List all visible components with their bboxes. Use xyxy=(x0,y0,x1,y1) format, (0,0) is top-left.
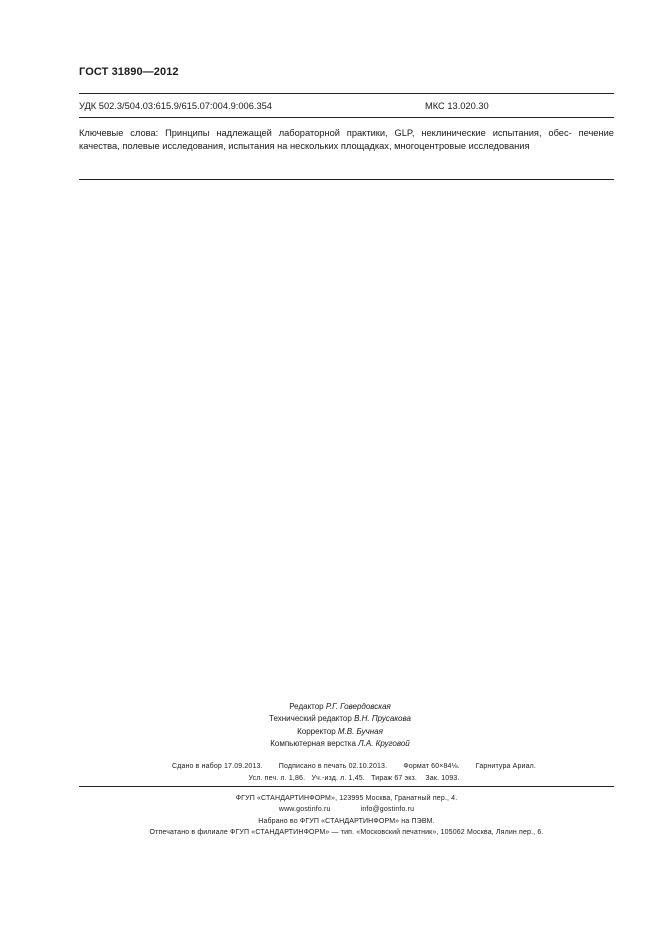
print-info-line-2 xyxy=(79,773,629,785)
submitted-date: Сдано в набор 17.09.2013. xyxy=(172,763,263,770)
paper-format: Формат 60×84⅛. xyxy=(403,763,460,770)
printed-note: Отпечатано в филиале ФГУП «СТАНДАРТИНФОРМ» — тип. «Московский печатник», 105062 Москва, Лялин пер., 6. xyxy=(149,829,544,837)
credit-name: В.Н. Прусакова xyxy=(354,714,411,724)
print-sheets: Усл. печ. л. 1,86. xyxy=(248,774,306,782)
publisher-contacts xyxy=(79,804,614,815)
signed-date: Подписано в печать 02.10.2013. xyxy=(278,763,388,770)
typeset-note: Набрано во ФГУП «СТАНДАРТИНФОРМ» на ПЭВМ. xyxy=(258,817,435,825)
credit-proofreader xyxy=(190,726,490,738)
keywords-line: печение качества, полевые исследования, испытания на нескольких площадках, многоцентровые xyxy=(79,128,614,152)
keywords-paragraph xyxy=(79,127,614,154)
keywords-line: исследования xyxy=(468,141,530,152)
credits-block xyxy=(190,701,490,751)
print-info-line-1 xyxy=(79,761,629,773)
credit-role: Компьютерная верстка xyxy=(270,739,356,749)
mks-code: МКС 13.020.30 xyxy=(425,101,489,111)
divider-imprint xyxy=(79,786,614,787)
publisher-email: info@gostinfo.ru xyxy=(360,806,415,814)
print-info-block xyxy=(79,761,629,784)
credit-name: М.В. Бучная xyxy=(337,726,383,736)
circulation: Тираж 67 экз. xyxy=(371,774,418,782)
typeface: Гарнитура Ариал. xyxy=(475,763,536,770)
credit-name: Р.Г. Говердовская xyxy=(325,702,391,711)
udk-code: УДК 502.3/504.03:615.9/615.07:004.9:006.354 xyxy=(79,101,272,111)
standard-code: ГОСТ 31890—2012 xyxy=(79,66,179,78)
credit-editor xyxy=(190,701,490,713)
credit-layout xyxy=(190,738,490,750)
publisher-block xyxy=(79,793,614,839)
publisher-website: www.gostinfo.ru xyxy=(278,806,331,814)
credit-role: Редактор xyxy=(289,702,324,711)
pub-sheets: Уч.-изд. л. 1,45. xyxy=(311,774,365,782)
divider-keywords xyxy=(79,179,614,180)
publisher-address: ФГУП «СТАНДАРТИНФОРМ», 123995 Москва, Гранатный пер., 4. xyxy=(235,795,458,802)
credit-role: Технический редактор xyxy=(269,714,352,724)
credit-tech-editor xyxy=(190,713,490,725)
divider-classification xyxy=(79,117,614,118)
order-number: Зак. 1093. xyxy=(425,774,460,782)
keywords-line: Ключевые слова: Принципы надлежащей лабораторной практики, GLP, неклинические испытания, обес- xyxy=(79,128,572,138)
credit-role: Корректор xyxy=(297,726,336,736)
divider-top xyxy=(79,93,614,94)
credit-name: Л.А. Круговой xyxy=(358,739,410,749)
